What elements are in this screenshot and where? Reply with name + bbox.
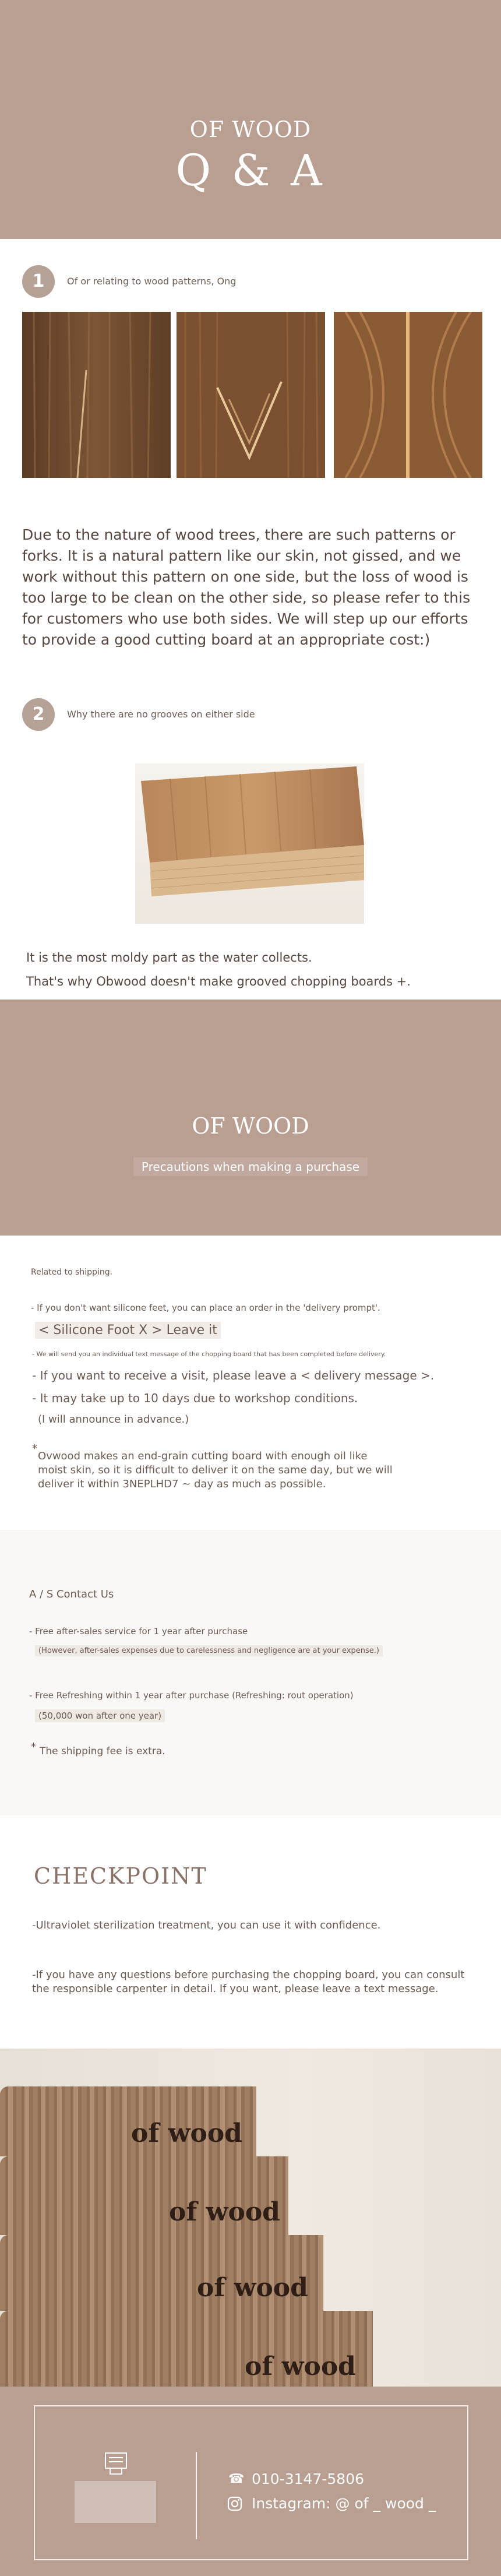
hero-title: Q & A bbox=[175, 146, 326, 196]
contact-footer bbox=[0, 2387, 501, 2576]
as-item-refreshing-cost: (50,000 won after one year) bbox=[35, 1711, 165, 1721]
qa-section-1 bbox=[0, 239, 501, 647]
qa2-line-2: That's why Obwood doesn't make grooved chopping boards +. bbox=[26, 974, 411, 988]
hero-header bbox=[0, 0, 501, 239]
chopping-board-image bbox=[135, 763, 364, 924]
shipping-item-workshop: - It may take up to 10 days due to workshop conditions. bbox=[32, 1391, 358, 1405]
as-contact-section bbox=[0, 1530, 501, 1815]
precautions-banner bbox=[0, 1000, 501, 1236]
checkpoint-item-consult: -If you have any questions before purchasing the chopping board, you can consult the responsible carpenter in detail. If you want, please leave a text message. bbox=[32, 1969, 465, 1995]
question-title: Why there are no grooves on either side bbox=[67, 709, 255, 720]
note-asterisk: * bbox=[32, 1442, 37, 1455]
shipping-item-text-message: - We will send you an individual text message of the chopping board that has been completed before delivery. bbox=[32, 1350, 386, 1358]
wood-pattern-image-3 bbox=[334, 312, 482, 478]
hero-subtitle: OF WOOD bbox=[189, 117, 312, 142]
checkpoint-section bbox=[0, 1815, 501, 2049]
shipping-note: Ovwood makes an end-grain cutting board with enough oil like moist skin, so it is difficult to deliver it on the same day, but we will deliver it within 3NEPLHD7 ~ day as much as possible. bbox=[38, 1450, 393, 1490]
checkpoint-title: CHECKPOINT bbox=[34, 1863, 207, 1889]
question-number-badge: 2 bbox=[22, 698, 55, 731]
workshop-logo-icon bbox=[102, 2452, 130, 2479]
as-item-expenses-note: (However, after-sales expenses due to carelessness and negligence are at your expense.) bbox=[35, 1646, 383, 1655]
as-shipping-fee-note: The shipping fee is extra. bbox=[40, 1746, 165, 1757]
board-engraving-2: of wood bbox=[169, 2197, 280, 2227]
shipping-item-visit: - If you want to receive a visit, please leave a < delivery message >. bbox=[32, 1368, 435, 1382]
qa2-line-1: It is the most moldy part as the water collects. bbox=[26, 951, 312, 965]
product-photo bbox=[0, 2049, 501, 2387]
as-item-free-service: - Free after-sales service for 1 year after purchase bbox=[29, 1626, 248, 1637]
shipping-heading: Related to shipping. bbox=[31, 1268, 113, 1277]
note-asterisk: * bbox=[31, 1741, 36, 1753]
board-engraving-3: of wood bbox=[197, 2273, 308, 2303]
banner-subtitle: Precautions when making a purchase bbox=[0, 1160, 501, 1174]
question-number-badge: 1 bbox=[22, 265, 55, 298]
board-engraving-4: of wood bbox=[245, 2352, 356, 2381]
phone-icon: ☎ bbox=[228, 2472, 245, 2486]
board-engraving-1: of wood bbox=[131, 2118, 242, 2148]
footer-divider bbox=[196, 2452, 197, 2539]
wood-pattern-image-2 bbox=[177, 312, 325, 478]
instagram-handle[interactable]: Instagram: @ of _ wood _ bbox=[252, 2495, 436, 2512]
phone-number[interactable]: 010-3147-5806 bbox=[252, 2471, 365, 2487]
checkpoint-item-uv: -Ultraviolet sterilization treatment, you can use it with confidence. bbox=[32, 1919, 381, 1931]
logo-caption-block bbox=[75, 2481, 156, 2523]
shipping-item-announce: (I will announce in advance.) bbox=[38, 1413, 189, 1426]
as-item-refreshing: - Free Refreshing within 1 year after purchase (Refreshing: rout operation) bbox=[29, 1690, 354, 1701]
silicone-foot-highlight: < Silicone Foot X > Leave it bbox=[35, 1323, 221, 1338]
shipping-item-silicone: - If you don't want silicone feet, you can place an order in the 'delivery prompt'. bbox=[31, 1303, 380, 1313]
qa-section-2 bbox=[0, 647, 501, 1000]
as-heading: A / S Contact Us bbox=[29, 1588, 114, 1600]
wood-pattern-image-1 bbox=[22, 312, 171, 478]
instagram-icon bbox=[227, 2496, 242, 2514]
qa1-answer: Due to the nature of wood trees, there are such patterns or forks. It is a natural pattern like our skin, not gissed, and we work without this pattern on one side, but the loss of wood is too large to be clean on the other side, so please refer to this for customers who use both sides. We will step up our efforts to provide a good cutting board at an appropriate cost:) bbox=[22, 526, 471, 647]
banner-title: OF WOOD bbox=[192, 1113, 309, 1139]
question-title: Of or relating to wood patterns, Ong bbox=[67, 276, 237, 287]
shipping-section bbox=[0, 1236, 501, 1530]
